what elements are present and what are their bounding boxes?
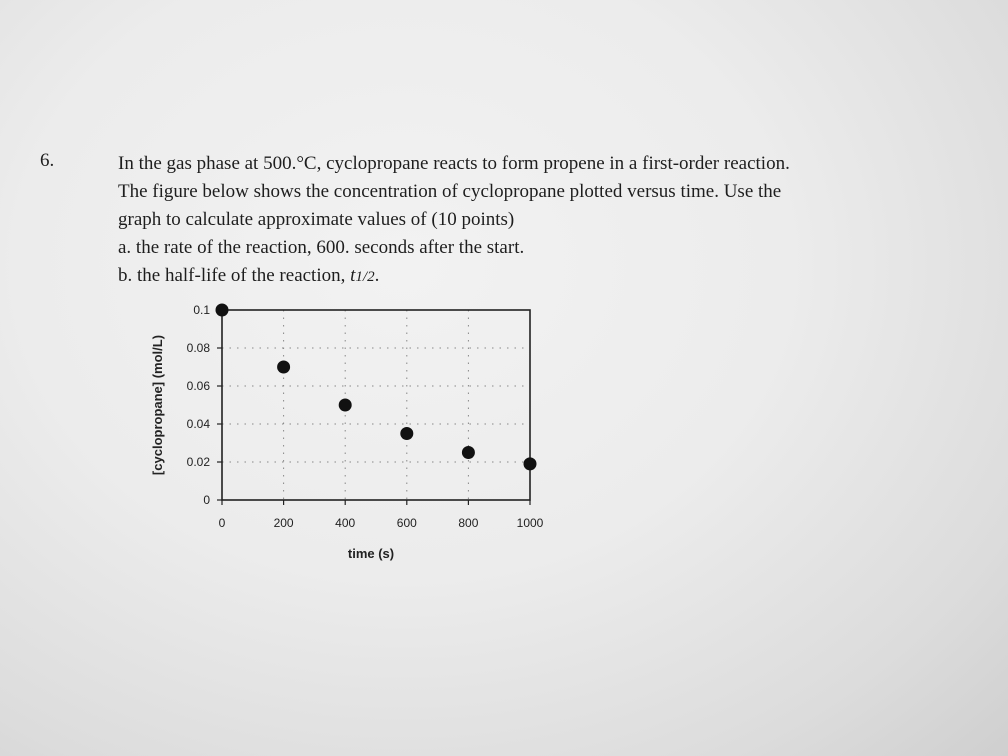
y-tick-label: 0.08 [186,341,210,355]
data-point [339,399,352,412]
data-point [400,427,413,440]
data-point [277,361,290,374]
question-line-1: In the gas phase at 500.°C, cyclopropane reacts to form propene in a first-order reaction. [118,153,790,174]
x-tick-label: 400 [335,516,356,530]
axes [217,310,530,505]
x-tick-label: 800 [458,516,479,530]
y-tick-label: 0 [203,493,210,507]
data-point [216,304,229,317]
tick-labels [187,303,544,530]
question-line-2: The figure below shows the concentration of cyclopropane plotted versus time. Use the [118,181,782,202]
y-tick-label: 0.04 [186,417,210,431]
x-tick-label: 0 [218,516,226,530]
plot-frame [222,310,530,500]
data-point [524,457,537,470]
grid-lines [222,310,530,500]
data-point [462,446,475,459]
half-life-symbol: t [350,265,356,286]
y-axis-label: [cyclopropane] (mol/L) [150,334,165,476]
part-a: a. the rate of the reaction, 600. seconds after the start. [118,237,525,258]
question-line-3: graph to calculate approximate values of (10 points) [118,209,515,230]
x-tick-label: 600 [396,516,417,530]
half-life-subscript: 1/2 [355,269,375,285]
part-b-text: b. the half-life of the reaction, [118,265,351,286]
y-tick-label: 0.06 [186,379,210,393]
data-points [216,304,537,471]
y-tick-label: 0.1 [193,303,210,317]
part-b-end: . [374,265,380,286]
y-tick-label: 0.02 [186,455,210,469]
x-tick-label: 200 [273,516,294,530]
question-number: 6. [40,150,55,171]
x-axis-label: time (s) [347,546,395,561]
x-tick-label: 1000 [516,516,544,530]
